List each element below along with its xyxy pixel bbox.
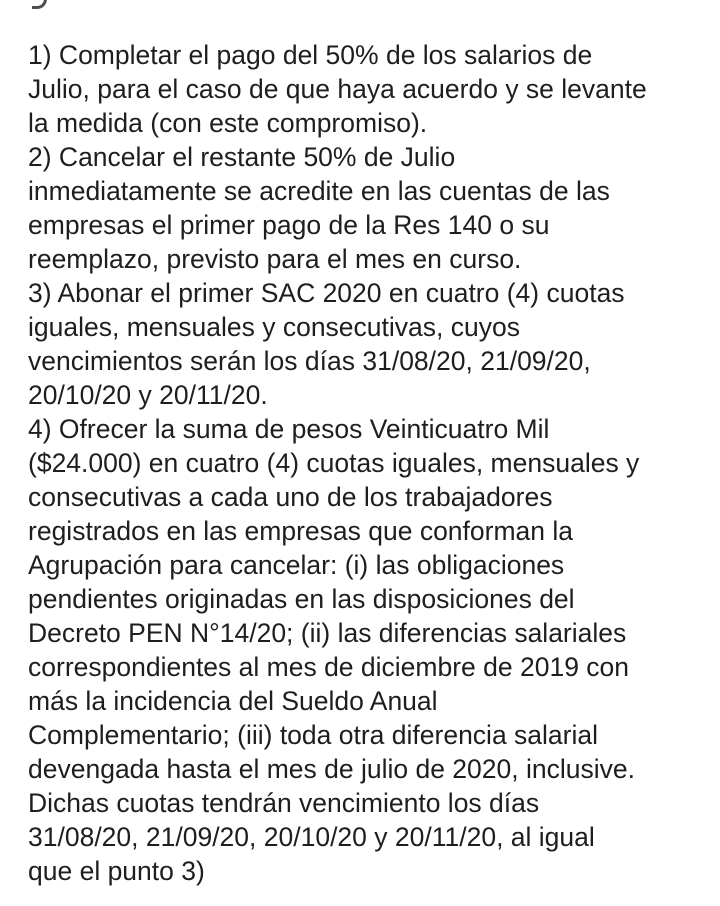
message-text bbox=[28, 38, 708, 888]
text-line: Dichas cuotas tendrán vencimiento los días bbox=[28, 788, 540, 818]
text-line: registrados en las empresas que conforman la bbox=[28, 516, 574, 546]
text-line: que el punto 3) bbox=[28, 856, 205, 886]
cropped-text-fragment bbox=[32, 0, 47, 9]
text-line: 2) Cancelar el restante 50% de Julio bbox=[28, 142, 456, 172]
text-line: inmediatamente se acredite en las cuentas de las bbox=[28, 176, 610, 206]
text-line: 3) Abonar el primer SAC 2020 en cuatro (4) cuotas bbox=[28, 278, 625, 308]
text-line: Agrupación para cancelar: (i) las obligaciones bbox=[28, 550, 565, 580]
text-line: iguales, mensuales y consecutivas, cuyos bbox=[28, 312, 520, 342]
text-line: Decreto PEN N°14/20; (ii) las diferencias salariales bbox=[28, 618, 627, 648]
text-line: consecutivas a cada uno de los trabajadores bbox=[28, 482, 553, 512]
text-line: reemplazo, previsto para el mes en curso. bbox=[28, 244, 522, 274]
text-line: 1) Completar el pago del 50% de los salarios de bbox=[28, 40, 593, 70]
text-line: empresas el primer pago de la Res 140 o su bbox=[28, 210, 550, 240]
text-line: pendientes originadas en las disposiciones del bbox=[28, 584, 575, 614]
text-line: 31/08/20, 21/09/20, 20/10/20 y 20/11/20, al igual bbox=[28, 822, 595, 852]
text-line: Julio, para el caso de que haya acuerdo y se levante bbox=[28, 74, 647, 104]
text-line: 20/10/20 y 20/11/20. bbox=[28, 380, 268, 410]
text-line: correspondientes al mes de diciembre de 2019 con bbox=[28, 652, 630, 682]
text-line: Complementario; (iii) toda otra diferencia salarial bbox=[28, 720, 598, 750]
text-line: 4) Ofrecer la suma de pesos Veinticuatro Mil bbox=[28, 414, 550, 444]
text-line: ($24.000) en cuatro (4) cuotas iguales, mensuales y bbox=[28, 448, 640, 478]
text-line: la medida (con este compromiso). bbox=[28, 108, 428, 138]
text-line: más la incidencia del Sueldo Anual bbox=[28, 686, 438, 716]
text-line: vencimientos serán los días 31/08/20, 21/09/20, bbox=[28, 346, 591, 376]
text-line: devengada hasta el mes de julio de 2020, inclusive. bbox=[28, 754, 635, 784]
